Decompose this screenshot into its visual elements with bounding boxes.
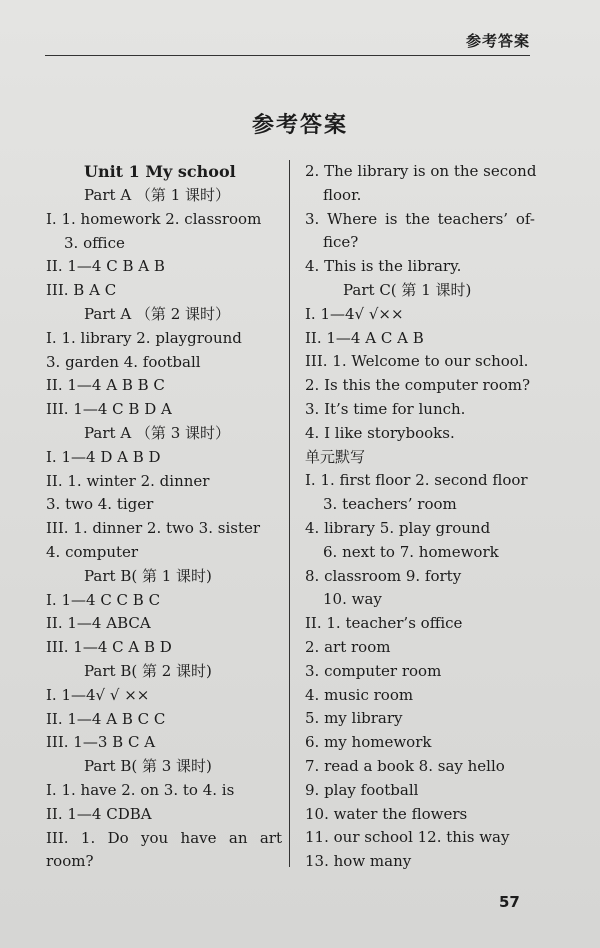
answer-line: 2. The library is on the second	[305, 162, 537, 180]
answer-line: III. 1—3 B C A	[46, 733, 156, 752]
answer-line: II. 1. winter 2. dinner	[46, 471, 210, 490]
page-title: 参考答案	[251, 113, 348, 138]
answer-line: Part A （第 1 课时）	[84, 186, 231, 204]
answer-line: 单元默写	[305, 447, 366, 466]
answer-line: I. 1. have 2. on 3. to 4. is	[46, 780, 235, 799]
column-divider	[289, 160, 290, 867]
answer-line: I. 1—4 D A B D	[46, 447, 161, 466]
answer-line: Part B( 第 3 课时)	[84, 757, 212, 776]
answer-line: II. 1—4 A B B C	[46, 376, 165, 395]
answer-line: I. 1. homework 2. classroom	[46, 209, 262, 228]
answer-line: 3. garden 4. football	[46, 352, 201, 371]
answer-line: 9. play football	[305, 780, 419, 799]
answer-line: III. B A C	[46, 281, 117, 300]
answer-line: III. 1. Welcome to our school.	[305, 352, 529, 371]
answer-line: 2. art room	[305, 637, 391, 656]
answer-line: fice?	[323, 233, 359, 252]
answer-line: II. 1—4 ABCA	[46, 614, 151, 633]
running-header: 参考答案	[465, 32, 530, 50]
answer-line: II. 1—4 C B A B	[46, 257, 165, 276]
left-column	[46, 160, 282, 874]
answer-line: Part A （第 3 课时）	[84, 423, 231, 442]
answer-line: I. 1—4√ √××	[305, 304, 404, 323]
answer-line: 2. Is this the computer room?	[305, 376, 531, 395]
answer-line: I. 1. first floor 2. second floor	[305, 471, 528, 490]
answer-line: 3. computer room	[305, 661, 442, 680]
answer-line: II. 1—4 CDBA	[46, 804, 152, 823]
answer-line: Part B( 第 1 课时)	[84, 566, 212, 585]
answer-line: III. 1—4 C B D A	[46, 400, 172, 419]
answer-line: 10. water the flowers	[305, 804, 468, 823]
answer-line: 4. music room	[305, 685, 414, 704]
answer-line: 3. Where is the teachers’ of-	[305, 209, 535, 228]
answer-line: 4. I like storybooks.	[305, 423, 455, 442]
answer-line: 3. two 4. tiger	[46, 495, 154, 514]
answer-line: 4. This is the library.	[305, 257, 462, 276]
answer-line: 3. teachers’ room	[323, 495, 457, 514]
answer-line: 10. way	[323, 590, 382, 609]
answer-line: III. 1. Do you have an art	[46, 828, 282, 847]
answer-line: 7. read a book 8. say hello	[305, 756, 505, 775]
right-column	[305, 160, 535, 874]
answer-line: I. 1—4 C C B C	[46, 590, 161, 609]
page-number: 57	[499, 893, 520, 911]
answer-line: 11. our school 12. this way	[305, 828, 510, 847]
answer-line: III. 1. dinner 2. two 3. sister	[46, 519, 261, 538]
answer-line: II. 1. teacher’s office	[305, 614, 463, 633]
answer-line: II. 1—4 A C A B	[305, 328, 424, 347]
answer-line: 3. office	[64, 233, 125, 252]
answer-line: 3. It’s time for lunch.	[305, 399, 466, 418]
answer-line: 6. my homework	[305, 733, 432, 752]
answer-line: room?	[46, 852, 94, 871]
header-rule	[45, 55, 530, 56]
answer-line: Part A （第 2 课时）	[84, 304, 231, 323]
answer-line: 13. how many	[305, 852, 412, 871]
answer-line: 5. my library	[305, 709, 403, 728]
answer-line: 4. computer	[46, 542, 139, 561]
answer-line: 8. classroom 9. forty	[305, 566, 462, 585]
answer-line: Part C( 第 1 课时)	[343, 280, 472, 299]
answer-line: I. 1. library 2. playground	[46, 328, 242, 347]
answer-line: floor.	[323, 185, 362, 204]
answer-line: I. 1—4√ √ ××	[46, 685, 150, 704]
answer-line: 6. next to 7. homework	[323, 542, 499, 561]
answer-line: III. 1—4 C A B D	[46, 638, 172, 657]
answer-line: 4. library 5. play ground	[305, 518, 491, 537]
answer-line: Unit 1 My school	[84, 162, 236, 181]
answer-line: Part B( 第 2 课时)	[84, 661, 212, 680]
answer-line: II. 1—4 A B C C	[46, 709, 166, 728]
